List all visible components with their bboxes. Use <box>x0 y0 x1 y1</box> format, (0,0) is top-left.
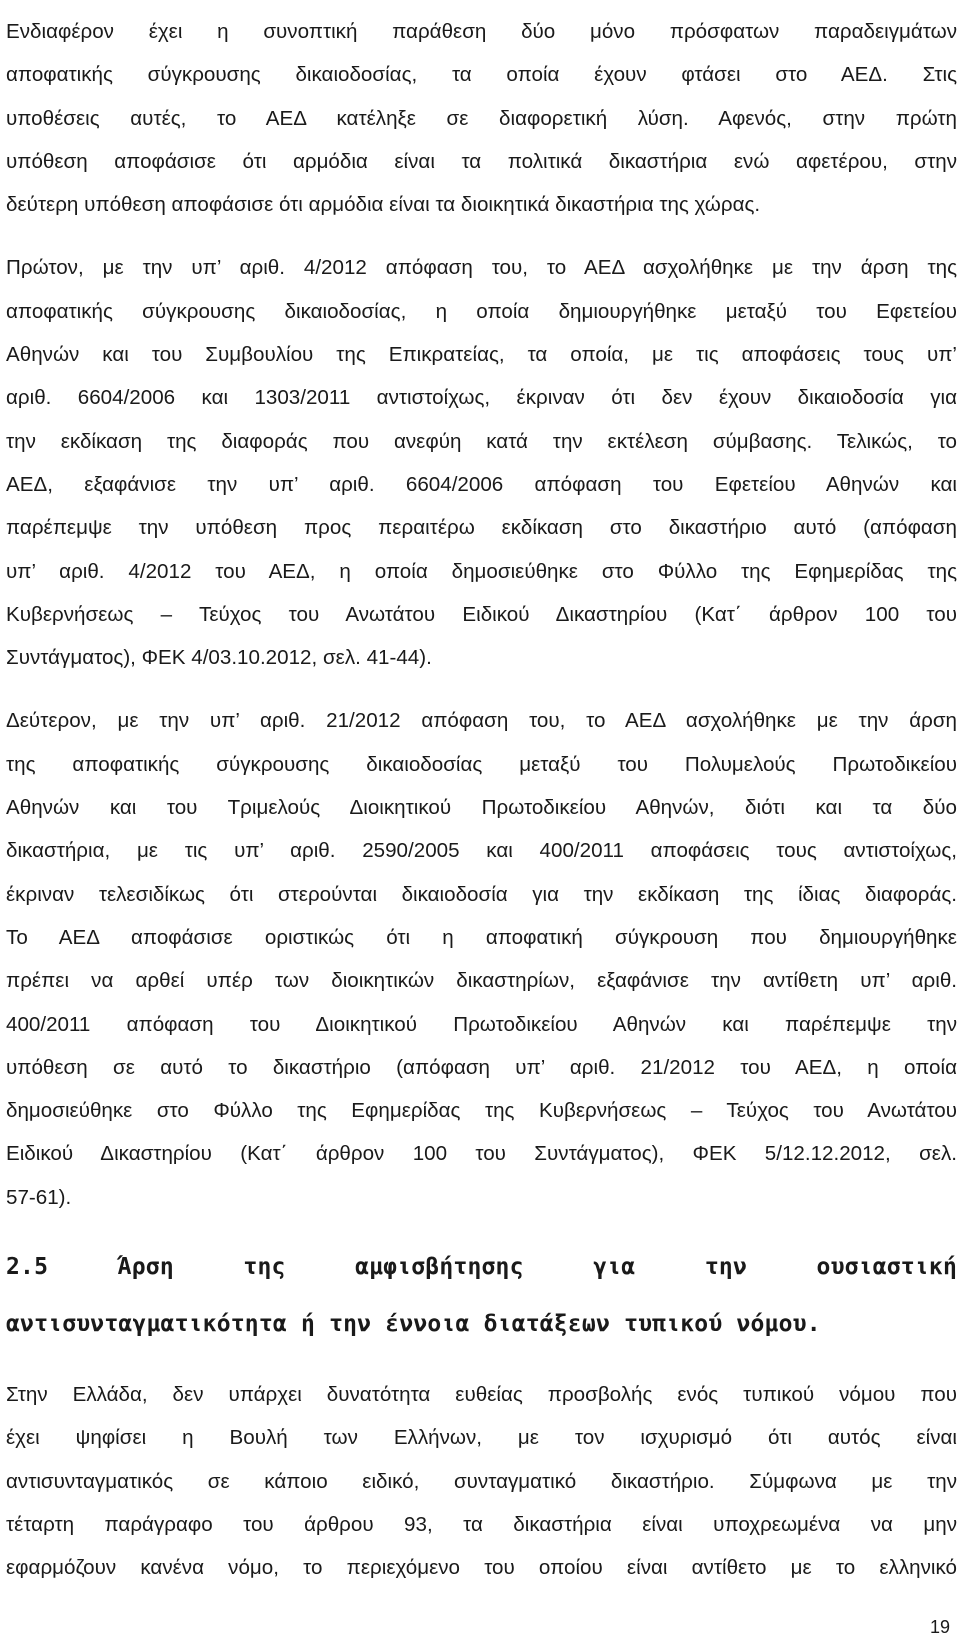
text-line: της αποφατικής σύγκρουσης δικαιοδοσίας μεταξύ του Πολυμελούς Πρωτοδικείου <box>6 752 957 776</box>
text-line: Συντάγματος), ΦΕΚ 4/03.10.2012, σελ. 41-44). <box>6 646 432 670</box>
text-line: Ενδιαφέρον έχει η συνοπτική παράθεση δύο μόνο πρόσφατων παραδειγμάτων <box>6 20 957 43</box>
text-line: υποθέσεις αυτές, το ΑΕΔ κατέληξε σε διαφορετική λύση. Αφενός, στην πρώτη <box>6 106 957 130</box>
paragraph-second-case <box>6 699 957 1219</box>
text-line: Πρώτον, με την υπ’ αριθ. 4/2012 απόφαση του, το ΑΕΔ ασχολήθηκε με την άρση της <box>6 256 957 280</box>
text-line: Κυβερνήσεως – Τεύχος του Ανωτάτου Ειδικού Δικαστηρίου (Κατ΄ άρθρον 100 του <box>6 602 957 626</box>
text-line: υπόθεση σε αυτό το δικαστήριο (απόφαση υπ’ αριθ. 21/2012 του ΑΕΔ, η οποία <box>6 1055 957 1079</box>
paragraph-final <box>6 1373 957 1589</box>
text-line: αποφατικής σύγκρουσης δικαιοδοσίας, τα οποία έχουν φτάσει στο ΑΕΔ. Στις <box>6 63 957 87</box>
text-line: Ειδικού Δικαστηρίου (Κατ΄ άρθρον 100 του Συντάγματος), ΦΕΚ 5/12.12.2012, σελ. <box>6 1142 957 1166</box>
text-line: αντισυνταγματικός σε κάποιο ειδικό, συνταγματικό δικαστήριο. Σύμφωνα με την <box>6 1469 957 1493</box>
text-line: αριθ. 6604/2006 και 1303/2011 αντιστοίχως, έκριναν ότι δεν έχουν δικαιοδοσία για <box>6 386 957 410</box>
page-number: 19 <box>929 1617 950 1637</box>
text-line: έχει ψηφίσει η Βουλή των Ελλήνων, με τον ισχυρισμό ότι αυτός είναι <box>6 1426 957 1450</box>
text-line: υπόθεση αποφάσισε ότι αρμόδια είναι τα πολιτικά δικαστήρια ενώ αφετέρου, στην <box>6 149 957 173</box>
text-line: Αθηνών και του Συμβουλίου της Επικρατείας, τα οποία, με τις αποφάσεις τους υπ’ <box>6 343 957 367</box>
text-line: Το ΑΕΔ αποφάσισε οριστικώς ότι η αποφατική σύγκρουση που δημιουργήθηκε <box>6 925 957 949</box>
text-line: ΑΕΔ, εξαφάνισε την υπ’ αριθ. 6604/2006 απόφαση του Εφετείου Αθηνών και <box>6 472 957 496</box>
text-line: πρέπει να αρθεί υπέρ των διοικητικών δικαστηρίων, εξαφάνισε την αντίθετη υπ’ αριθ. <box>6 969 957 993</box>
paragraph-first-case <box>6 246 957 679</box>
text-line: την εκδίκαση της διαφοράς που ανεφύη κατά την εκτέλεση σύμβασης. Τελικώς, το <box>6 429 957 453</box>
paragraph-intro <box>6 10 957 226</box>
text-line: δημοσιεύθηκε στο Φύλλο της Εφημερίδας της Κυβερνήσεως – Τεύχος του Ανωτάτου <box>6 1099 957 1123</box>
text-line: έκριναν τελεσιδίκως ότι στερούνται δικαιοδοσία για την εκδίκαση της ίδιας διαφοράς. <box>6 882 957 906</box>
text-line: τέταρτη παράγραφο του άρθρου 93, τα δικαστήρια είναι υποχρεωμένα να μην <box>6 1512 957 1536</box>
text-line: Αθηνών και του Τριμελούς Διοικητικού Πρωτοδικείου Αθηνών, διότι και τα δύο <box>6 796 957 820</box>
heading-line: αντισυνταγματικότητα ή την έννοια διατάξεων τυπικού νόμου. <box>6 1311 821 1338</box>
section-heading <box>6 1239 957 1353</box>
text-line: Δεύτερον, με την υπ’ αριθ. 21/2012 απόφαση του, το ΑΕΔ ασχολήθηκε με την άρση <box>6 709 957 733</box>
text-line: Στην Ελλάδα, δεν υπάρχει δυνατότητα ευθείας προσβολής ενός τυπικού νόμου που <box>6 1383 957 1407</box>
heading-line: 2.5 Άρση της αμφισβήτησης για την ουσιαστική <box>6 1254 957 1281</box>
text-line: 57-61). <box>6 1185 72 1209</box>
text-line: υπ’ αριθ. 4/2012 του ΑΕΔ, η οποία δημοσιεύθηκε στο Φύλλο της Εφημερίδας της <box>6 559 957 583</box>
text-line: αποφατικής σύγκρουσης δικαιοδοσίας, η οποία δημιουργήθηκε μεταξύ του Εφετείου <box>6 299 957 323</box>
text-line: εφαρμόζουν κανένα νόμο, το περιεχόμενο του οποίου είναι αντίθετο με το ελληνικό <box>6 1556 957 1580</box>
text-line: παρέπεμψε την υπόθεση προς περαιτέρω εκδίκαση στο δικαστήριο αυτό (απόφαση <box>6 516 957 540</box>
text-line: 400/2011 απόφαση του Διοικητικού Πρωτοδικείου Αθηνών και παρέπεμψε την <box>6 1012 957 1036</box>
document-page <box>6 0 957 1590</box>
text-line: δικαστήρια, με τις υπ’ αριθ. 2590/2005 και 400/2011 αποφάσεις τους αντιστοίχως, <box>6 839 957 863</box>
text-line: δεύτερη υπόθεση αποφάσισε ότι αρμόδια είναι τα διοικητικά δικαστήρια της χώρας. <box>6 193 761 217</box>
